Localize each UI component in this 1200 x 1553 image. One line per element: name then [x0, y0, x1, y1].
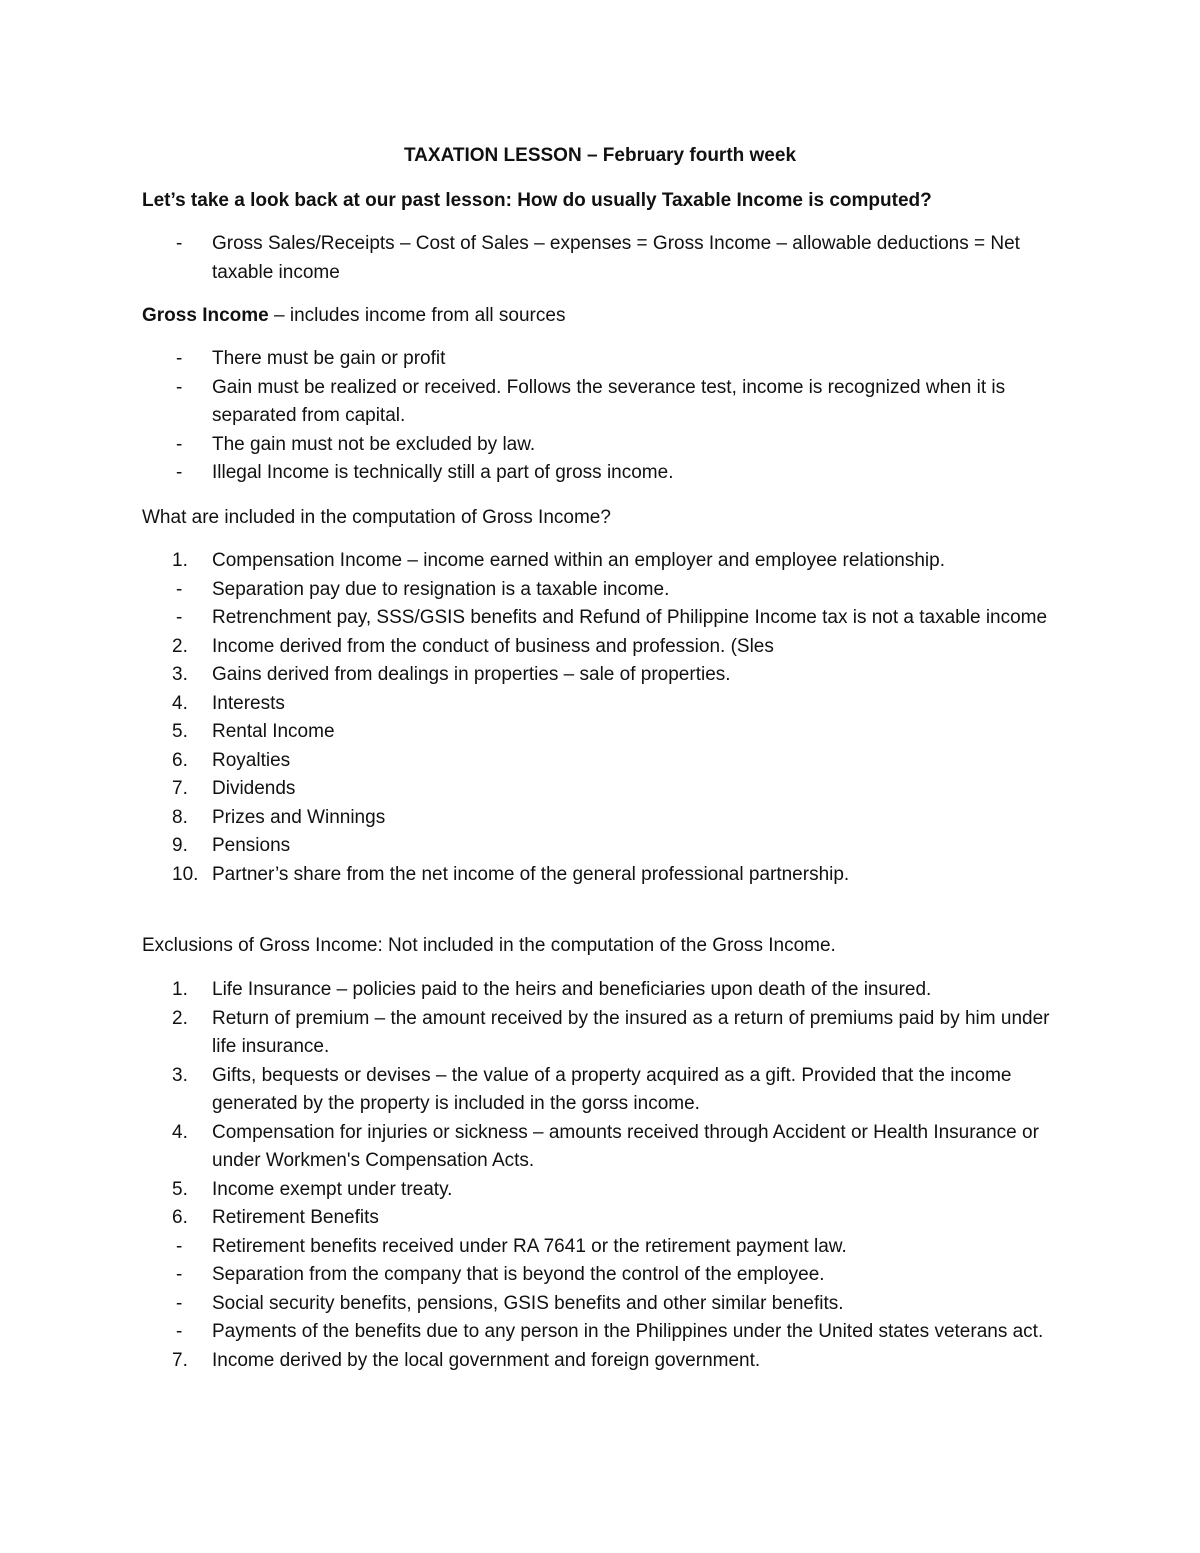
list-item: [142, 1233, 1072, 1262]
list-marker: 1.: [172, 979, 188, 1000]
list-item-text: Dividends: [212, 778, 296, 799]
list-marker: 10.: [172, 863, 199, 885]
list-item: [142, 1005, 1072, 1062]
list-marker: 9.: [172, 835, 188, 856]
list-item-text: Gain must be realized or received. Follows the severance test, income is recognized when it is separated from capital.: [212, 376, 1006, 426]
exclusions-heading: Exclusions of Gross Income: Not included in the computation of the Gross Income.: [142, 935, 836, 956]
list-item: [142, 1119, 1072, 1176]
list-item: [142, 690, 1072, 719]
list-item: [142, 1204, 1072, 1233]
list-item: [142, 374, 1072, 431]
list-marker: -: [176, 433, 183, 455]
list-item-text: Income derived by the local government and foreign government.: [212, 1349, 761, 1371]
list-item: [142, 775, 1072, 804]
list-item-text: Rental Income: [212, 721, 335, 742]
list-item-text: Compensation for injuries or sickness – amounts received through Accident or Health Insurance or under Workmen's Compensation Acts.: [212, 1121, 1039, 1171]
list-item: [142, 547, 1072, 576]
list-item: [142, 861, 1072, 890]
gross-income-definition: [142, 302, 1072, 330]
list-marker: 7.: [172, 1349, 188, 1371]
list-marker: -: [176, 578, 183, 600]
list-item-text: The gain must not be excluded by law.: [212, 433, 536, 455]
list-item-text: There must be gain or profit: [212, 348, 446, 369]
list-marker: 3.: [172, 1064, 188, 1086]
list-item-text: Gross Sales/Receipts – Cost of Sales – expenses = Gross Income – allowable deductions = Net taxable income: [212, 233, 1020, 283]
list-item-text: Interests: [212, 692, 285, 714]
included-list: [142, 547, 1072, 889]
list-item: [142, 1062, 1072, 1119]
list-marker: -: [176, 348, 183, 369]
list-item: [142, 1318, 1072, 1347]
list-item: [142, 1176, 1072, 1205]
list-marker: -: [176, 1292, 183, 1314]
list-marker: 7.: [172, 778, 188, 799]
gross-income-definition-text: – includes income from all sources: [268, 305, 566, 326]
list-item: [142, 1290, 1072, 1319]
list-item-text: Partner’s share from the net income of the general professional partnership.: [212, 863, 850, 885]
list-item-text: Return of premium – the amount received by the insured as a return of premiums paid by him under life insurance.: [212, 1007, 1050, 1057]
list-item: [142, 345, 1072, 374]
list-item-text: Separation pay due to resignation is a taxable income.: [212, 578, 670, 600]
list-item-text: Gifts, bequests or devises – the value of a property acquired as a gift. Provided that the income generated by the property is included in the gorss income.: [212, 1064, 1012, 1114]
list-item-text: Royalties: [212, 749, 291, 771]
page-title: TAXATION LESSON – February fourth week: [403, 145, 797, 166]
list-marker: 4.: [172, 692, 188, 714]
review-heading: Let’s take a look back at our past lesson: How do usually Taxable Income is computed?: [142, 190, 932, 211]
list-item: [142, 431, 1072, 460]
review-list: [142, 230, 1072, 287]
list-item-text: Compensation Income – income earned within an employer and employee relationship.: [212, 550, 945, 571]
list-item-text: Retrenchment pay, SSS/GSIS benefits and Refund of Philippine Income tax is not a taxable income: [212, 607, 1048, 628]
list-marker: 6.: [172, 1207, 188, 1228]
list-marker: 2.: [172, 635, 188, 657]
gross-income-term: Gross Income: [142, 305, 269, 326]
list-item: [142, 747, 1072, 776]
list-item-text: Retirement Benefits: [212, 1207, 379, 1228]
list-marker: 2.: [172, 1007, 188, 1029]
list-marker: -: [176, 462, 183, 483]
list-item-text: Life Insurance – policies paid to the heirs and beneficiaries upon death of the insured.: [212, 979, 932, 1000]
list-marker: -: [176, 233, 183, 254]
list-marker: -: [176, 376, 183, 398]
list-item: [142, 661, 1072, 690]
list-marker: 3.: [172, 664, 188, 685]
list-marker: -: [176, 1264, 183, 1285]
list-marker: 4.: [172, 1121, 188, 1143]
list-item-text: Income exempt under treaty.: [212, 1178, 453, 1200]
list-marker: 5.: [172, 1178, 188, 1200]
list-item: [142, 604, 1072, 633]
list-item-text: Separation from the company that is beyond the control of the employee.: [212, 1264, 825, 1285]
list-item: [142, 976, 1072, 1005]
list-item: [142, 633, 1072, 662]
list-marker: -: [176, 1235, 183, 1257]
list-item-text: Retirement benefits received under RA 7641 or the retirement payment law.: [212, 1235, 847, 1257]
list-marker: -: [176, 607, 183, 628]
list-item-text: Payments of the benefits due to any person in the Philippines under the United states veterans act.: [212, 1321, 1044, 1342]
exclusions-list: [142, 976, 1072, 1375]
gross-income-criteria-list: [142, 345, 1072, 488]
list-marker: -: [176, 1321, 183, 1342]
list-item-text: Pensions: [212, 835, 291, 856]
list-item: [142, 1347, 1072, 1376]
included-heading: What are included in the computation of Gross Income?: [142, 507, 611, 528]
list-marker: 6.: [172, 749, 188, 771]
list-item: [142, 230, 1072, 287]
list-item-text: Gains derived from dealings in properties – sale of properties.: [212, 664, 731, 685]
list-item: [142, 459, 1072, 488]
list-item: [142, 832, 1072, 861]
list-marker: 8.: [172, 806, 188, 828]
list-item: [142, 718, 1072, 747]
list-item: [142, 804, 1072, 833]
list-item-text: Income derived from the conduct of business and profession. (Sles: [212, 635, 774, 657]
list-item: [142, 576, 1072, 605]
list-item-text: Prizes and Winnings: [212, 806, 386, 828]
list-item-text: Illegal Income is technically still a part of gross income.: [212, 462, 674, 483]
list-item: [142, 1261, 1072, 1290]
list-marker: 1.: [172, 550, 188, 571]
list-item-text: Social security benefits, pensions, GSIS benefits and other similar benefits.: [212, 1292, 844, 1314]
list-marker: 5.: [172, 721, 188, 742]
